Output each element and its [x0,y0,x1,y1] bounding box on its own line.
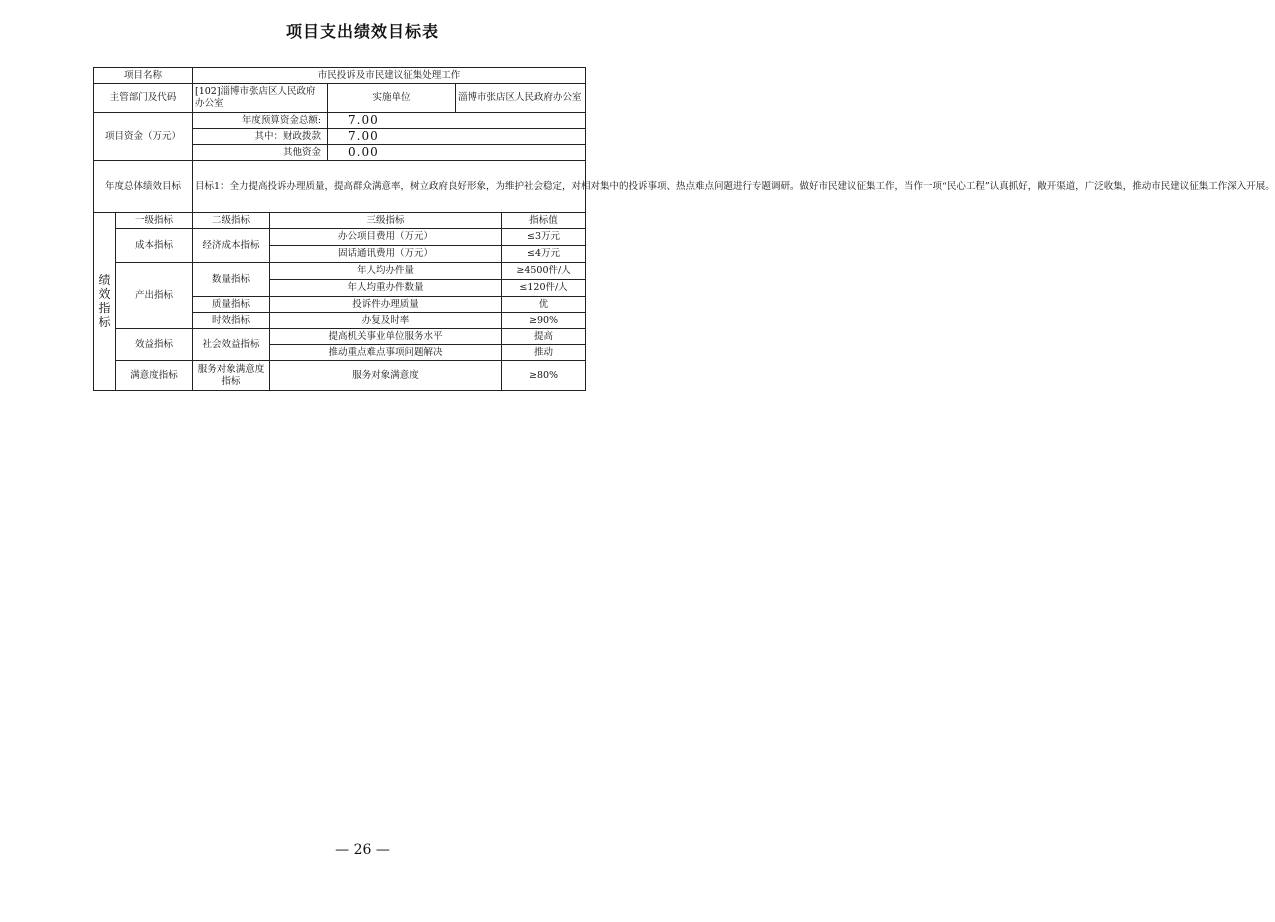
funds-label: 项目资金（万元） [94,113,193,161]
table-row [94,263,586,280]
econ-cost-label: 经济成本指标 [193,229,270,263]
quantity-item-value: ≥4500件/人 [502,263,586,280]
service-sat-label: 服务对象满意度指标 [193,361,270,391]
goal-row [94,161,586,213]
project-name-row [94,68,586,84]
goal-text: 目标1：全力提高投诉办理质量，提高群众满意率，树立政府良好形象，为维护社会稳定，对相对集中的投诉事项、热点难点问题进行专题调研。做好市民建议征集工作，当作一项“民心工程”认真抓好，敞开渠道，广泛收集，推动市民建议征集工作深入开展。 [193,161,586,213]
page-title: 项目支出绩效目标表 [285,22,439,41]
funds-total-value: 7.00 [328,113,586,129]
header-level3: 三级指标 [270,213,502,229]
quantity-item-name: 年人均重办件数量 [270,280,502,297]
goal-label: 年度总体绩效目标 [94,161,193,213]
header-row [94,213,586,229]
social-label: 社会效益指标 [193,329,270,361]
table-row [94,229,586,246]
cost-item-name: 固话通讯费用（万元） [270,246,502,263]
perf-label: 绩效指标 [98,273,111,329]
quality-item-name: 投诉件办理质量 [270,297,502,313]
funds-other-value: 0.00 [328,145,586,161]
dept-label: 主管部门及代码 [94,84,193,113]
timeliness-item-value: ≥90% [502,313,586,329]
quality-item-value: 优 [502,297,586,313]
cost-item-name: 办公项目费用（万元） [270,229,502,246]
funds-total-label: 年度预算资金总额: [193,113,328,129]
table-row [94,361,586,391]
header-level2: 二级指标 [193,213,270,229]
perf-label-cell [94,213,116,391]
social-item-value: 推动 [502,345,586,361]
output-label: 产出指标 [116,263,193,329]
cost-item-value: ≤4万元 [502,246,586,263]
impl-label: 实施单位 [328,84,456,113]
project-name-value: 市民投诉及市民建议征集处理工作 [193,68,586,84]
quantity-label: 数量指标 [193,263,270,297]
social-item-value: 提高 [502,329,586,345]
cost-item-value: ≤3万元 [502,229,586,246]
project-name-label: 项目名称 [94,68,193,84]
dept-row [94,84,586,113]
header-value: 指标值 [502,213,586,229]
benefit-label: 效益指标 [116,329,193,361]
impl-value: 淄博市张店区人民政府办公室 [456,84,586,113]
quantity-item-name: 年人均办件量 [270,263,502,280]
timeliness-item-name: 办复及时率 [270,313,502,329]
funds-fiscal-label: 其中：财政拨款 [193,129,328,145]
header-level1: 一级指标 [116,213,193,229]
quantity-item-value: ≤120件/人 [502,280,586,297]
social-item-name: 提高机关事业单位服务水平 [270,329,502,345]
satisfaction-item-name: 服务对象满意度 [270,361,502,391]
cost-label: 成本指标 [116,229,193,263]
quality-label: 质量指标 [193,297,270,313]
page-number: — 26 — [335,842,390,858]
performance-target-table [93,67,1275,391]
timeliness-label: 时效指标 [193,313,270,329]
funds-other-label: 其他资金 [193,145,328,161]
social-item-name: 推动重点难点事项问题解决 [270,345,502,361]
funds-fiscal-value: 7.00 [328,129,586,145]
satisfaction-item-value: ≥80% [502,361,586,391]
funds-row-total [94,113,586,129]
satisfaction-label: 满意度指标 [116,361,193,391]
dept-value: [102]淄博市张店区人民政府办公室 [193,84,328,113]
table-row [94,329,586,345]
